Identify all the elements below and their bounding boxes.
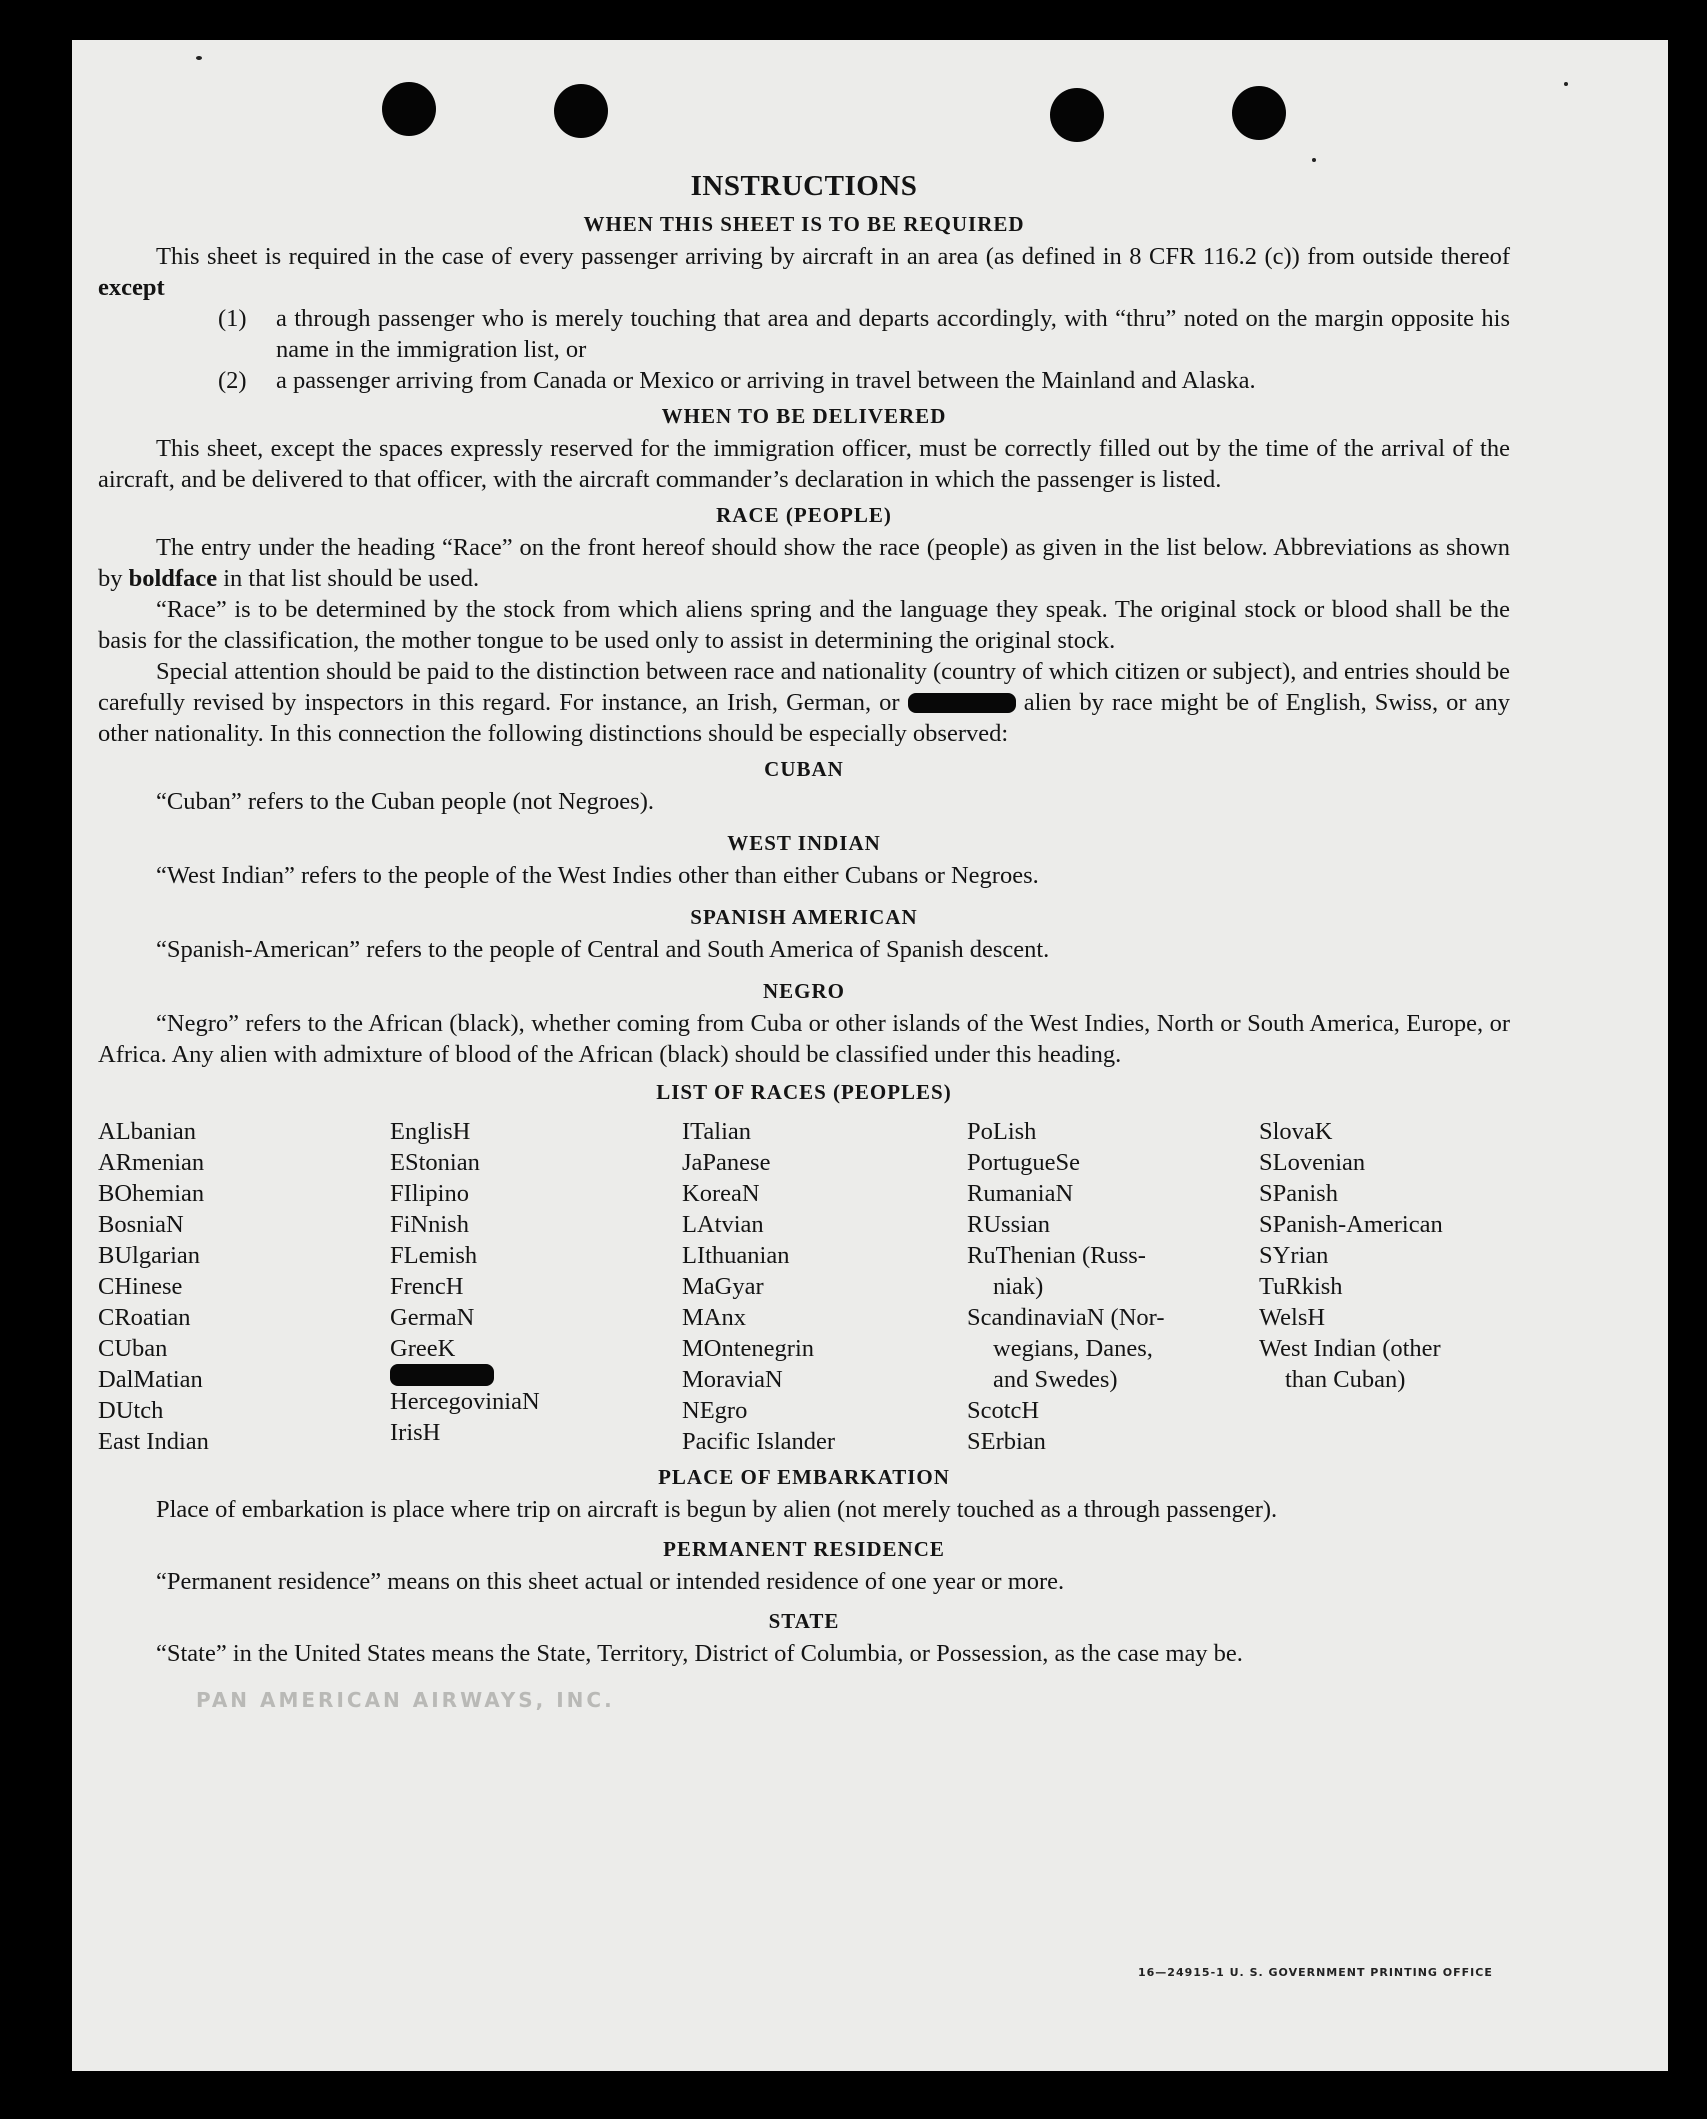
race-entry: EStonian xyxy=(390,1149,480,1176)
race-entry: SlovaK xyxy=(1259,1118,1333,1145)
race-entry: and Swedes) xyxy=(993,1366,1118,1393)
race-entry: MOntenegrin xyxy=(682,1335,814,1362)
race-entry: SYrian xyxy=(1259,1242,1329,1269)
race-entry: WelsH xyxy=(1259,1304,1326,1331)
when-required-paragraph xyxy=(98,241,1510,303)
race-p3-text: Special attention should be paid to the distinction between race and nationality (country of which citizen or subject), and entries should be carefully revised by inspectors in this regard. For instance, an Irish, German, or xyxy=(98,658,1510,716)
redaction-mark xyxy=(908,693,1016,713)
race-entry: DUtch xyxy=(98,1397,164,1424)
punch-hole xyxy=(1050,88,1104,142)
race-entry: IrisH xyxy=(390,1419,441,1446)
section-heading: WEST INDIAN xyxy=(727,831,881,855)
permanent-residence-paragraph: “Permanent residence” means on this sheet actual or intended residence of one year or more. xyxy=(156,1568,1065,1595)
race-entry: HercegoviniaN xyxy=(390,1388,540,1415)
race-entry: than Cuban) xyxy=(1285,1366,1406,1393)
race-entry: CHinese xyxy=(98,1273,183,1300)
exception-number: (2) xyxy=(218,367,247,394)
redaction-mark xyxy=(390,1364,494,1386)
race-entry: DalMatian xyxy=(98,1366,203,1393)
race-entry: MAnx xyxy=(682,1304,746,1331)
race-entry: RumaniaN xyxy=(967,1180,1074,1207)
faint-stamp: PAN AMERICAN AIRWAYS, INC. xyxy=(196,1688,615,1712)
race-entry: BosniaN xyxy=(98,1211,184,1238)
dust-speck xyxy=(1312,158,1316,162)
instructions-content xyxy=(98,168,1510,1669)
race-entry: PortugueSe xyxy=(967,1149,1080,1176)
race-entry: FLemish xyxy=(390,1242,478,1269)
race-entry: BOhemian xyxy=(98,1180,205,1207)
punch-hole xyxy=(1232,86,1286,140)
races-column xyxy=(98,1116,390,1457)
punch-hole xyxy=(554,84,608,138)
race-paragraph-2: “Race” is to be determined by the stock from which aliens spring and the language they speak. The original stock or blood shall be the basis for the classification, the mother tongue to be used only to assist in determining the original stock. xyxy=(98,596,1510,654)
race-entry: East Indian xyxy=(98,1428,209,1455)
page-title: INSTRUCTIONS xyxy=(690,170,918,202)
race-entry: FIlipino xyxy=(390,1180,469,1207)
race-entry: ScandinaviaN (Nor- xyxy=(967,1304,1165,1331)
section-heading: PLACE OF EMBARKATION xyxy=(658,1465,950,1489)
race-entry: EnglisH xyxy=(390,1118,471,1145)
section-heading: SPANISH AMERICAN xyxy=(690,905,918,929)
race-paragraph-3 xyxy=(98,656,1510,749)
races-column xyxy=(967,1116,1259,1457)
dust-speck xyxy=(196,56,202,60)
race-entry: CUban xyxy=(98,1335,168,1362)
race-entry: MaGyar xyxy=(682,1273,764,1300)
race-entry: ITalian xyxy=(682,1118,752,1145)
races-column xyxy=(682,1116,967,1457)
race-entry: GermaN xyxy=(390,1304,475,1331)
race-entry: CRoatian xyxy=(98,1304,191,1331)
race-entry: niak) xyxy=(993,1273,1044,1300)
race-entry: JaPanese xyxy=(682,1149,771,1176)
boldface-word: boldface xyxy=(128,565,218,592)
race-entry: West Indian (other xyxy=(1259,1335,1441,1362)
race-entry: PoLish xyxy=(967,1118,1037,1145)
race-p3-tail: alien by race might be of English, Swiss, or any other nationality. In this connection the following distinctions should be especially observed: xyxy=(98,689,1510,747)
negro-paragraph: “Negro” refers to the African (black), whether coming from Cuba or other islands of the West Indies, North or South America, Europe, or Africa. Any alien with admixture of blood of the African (black) should be classified under this heading. xyxy=(98,1010,1510,1068)
race-paragraph-1 xyxy=(98,532,1510,594)
section-heading: LIST OF RACES (PEOPLES) xyxy=(656,1080,952,1104)
race-entry: ScotcH xyxy=(967,1397,1040,1424)
race-entry: SLovenian xyxy=(1259,1149,1366,1176)
races-table xyxy=(98,1116,1510,1457)
exception-text: a passenger arriving from Canada or Mexico or arriving in travel between the Mainland and Alaska. xyxy=(276,367,1256,394)
race-entry: MoraviaN xyxy=(682,1366,783,1393)
race-entry: SPanish-American xyxy=(1259,1211,1443,1238)
exception-item xyxy=(98,303,1510,365)
section-heading: PERMANENT RESIDENCE xyxy=(663,1537,945,1561)
section-heading: NEGRO xyxy=(762,979,845,1003)
race-entry: FiNnish xyxy=(390,1211,469,1238)
print-code-footer: 16—24915-1 U. S. GOVERNMENT PRINTING OFFICE xyxy=(1138,1966,1493,1979)
races-column xyxy=(390,1116,682,1457)
when-required-intro: This sheet is required in the case of every passenger arriving by aircraft in an area (as defined in 8 CFR 116.2 (c)) from outside thereof xyxy=(156,243,1510,270)
spanish-american-paragraph: “Spanish-American” refers to the people of Central and South America of Spanish descent. xyxy=(156,936,1050,963)
cuban-paragraph: “Cuban” refers to the Cuban people (not Negroes). xyxy=(156,788,654,815)
race-entry: GreeK xyxy=(390,1335,456,1362)
redacted-race-entry xyxy=(390,1364,682,1386)
race-entry: SPanish xyxy=(1259,1180,1338,1207)
section-heading: RACE (PEOPLE) xyxy=(716,503,892,527)
race-p1-text: The entry under the heading “Race” on the front hereof should show the race (people) as given in the list below. Abbreviations as shown by xyxy=(98,534,1510,592)
race-entry: RuThenian (Russ- xyxy=(967,1242,1146,1269)
race-entry: KoreaN xyxy=(682,1180,760,1207)
race-p1-tail: in that list should be used. xyxy=(217,565,480,592)
punch-hole xyxy=(382,82,436,136)
race-entry: LIthuanian xyxy=(682,1242,790,1269)
dust-speck xyxy=(1564,82,1568,86)
west-indian-paragraph: “West Indian” refers to the people of the West Indies other than either Cubans or Negroes. xyxy=(156,862,1039,889)
when-delivered-paragraph: This sheet, except the spaces expressly reserved for the immigration officer, must be correctly filled out by the time of the arrival of the aircraft, and be delivered to that officer, with the aircraft commander’s declaration in which the passenger is listed. xyxy=(98,435,1510,493)
exception-text: a through passenger who is merely touching that area and departs accordingly, with “thru” noted on the margin opposite his name in the immigration list, or xyxy=(276,305,1510,363)
race-entry: LAtvian xyxy=(682,1211,764,1238)
race-entry: ALbanian xyxy=(98,1118,196,1145)
section-heading: CUBAN xyxy=(764,757,844,781)
race-entry: NEgro xyxy=(682,1397,748,1424)
race-entry: FrencH xyxy=(390,1273,464,1300)
embarkation-paragraph: Place of embarkation is place where trip on aircraft is begun by alien (not merely touched as a through passenger). xyxy=(156,1496,1278,1523)
race-entry: SErbian xyxy=(967,1428,1046,1455)
section-heading: WHEN THIS SHEET IS TO BE REQUIRED xyxy=(583,212,1025,236)
race-entry: ARmenian xyxy=(98,1149,205,1176)
exception-item xyxy=(98,365,1510,396)
race-entry: Pacific Islander xyxy=(682,1428,836,1455)
race-entry: RUssian xyxy=(967,1211,1051,1238)
state-paragraph: “State” in the United States means the State, Territory, District of Columbia, or Possession, as the case may be. xyxy=(156,1640,1243,1667)
race-entry: BUlgarian xyxy=(98,1242,201,1269)
section-heading: WHEN TO BE DELIVERED xyxy=(661,404,947,428)
race-entry: wegians, Danes, xyxy=(993,1335,1153,1362)
exception-number: (1) xyxy=(218,305,247,332)
races-column xyxy=(1259,1116,1510,1457)
except-bold: except xyxy=(98,274,165,301)
race-entry: TuRkish xyxy=(1259,1273,1343,1300)
section-heading: STATE xyxy=(768,1609,840,1633)
